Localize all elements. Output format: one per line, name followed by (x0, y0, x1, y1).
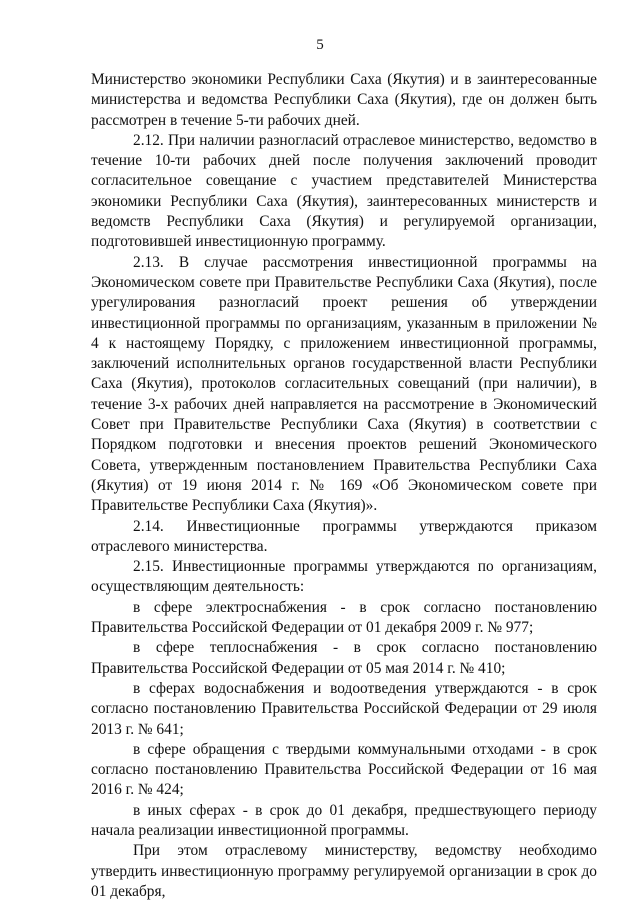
paragraph-continuation: Министерство экономики Республики Саха (Якутия) и в заинтересованные министерства и ведомства Республики Саха (Якутия), где он должен быть рассмотрен в течение 5-ти рабочих дней. (91, 71, 597, 129)
paragraph-2-15: 2.15. Инвестиционные программы утверждаются по организациям, осуществляющим деятельность: (91, 558, 597, 596)
paragraph-2-14: 2.14. Инвестиционные программы утверждаются приказом отраслевого министерства. (91, 517, 597, 555)
page-number: 5 (316, 37, 324, 53)
document-body (91, 70, 597, 902)
paragraph-other: в иных сферах - в срок до 01 декабря, предшествующего периоду начала реализации инвестиционной программы. (91, 801, 597, 839)
paragraph-waste: в сфере обращения с твердыми коммунальными отходами - в срок согласно постановлению Правительства Российской Федерации от 16 мая 2016 г. № 424; (91, 740, 597, 799)
paragraph-water: в сферах водоснабжения и водоотведения утверждаются - в срок согласно постановлению Правительства Российской Федерации от 29 июля 2013 г. № 641; (91, 679, 597, 738)
paragraph-2-12: 2.12. При наличии разногласий отраслевое министерство, ведомство в течение 10-ти рабочих дней после получения заключений проводит согласительное совещание с участием представителей Министерства экономики Республики Саха (Якутия), заинтересованных министерств и ведомств Республики Саха (Якутия) и регулируемой организации, подготовившей инвестиционную программу. (91, 131, 597, 251)
paragraph-2-13: 2.13. В случае рассмотрения инвестиционной программы на Экономическом совете при Правительстве Республики Саха (Якутия), после урегулирования разногласий проект решения об утверждении инвестиционной программы по организациям, указанным в приложении № 4 к настоящему Порядку, с приложением инвестиционной программы, заключений исполнительных органов государственной власти Республики Саха (Якутия), протоколов согласительных совещаний (при наличии), в течение 3-х рабочих дней направляется на рассмотрение в Экономический Совет при Правительстве Республики Саха (Якутия) в соответствии с Порядком подготовки и внесения проектов решений Экономического Совета, утвержденным постановлением Правительства Республики Саха (Якутия) от 19 июня 2014 г. № 169 «Об Экономическом совете при Правительстве Республики Саха (Якутия)». (91, 253, 597, 515)
paragraph-electricity: в сфере электроснабжения - в срок согласно постановлению Правительства Российской Федерации от 01 декабря 2009 г. № 977; (91, 598, 597, 637)
paragraph-heat: в сфере теплоснабжения - в срок согласно постановлению Правительства Российской Федерации от 05 мая 2014 г. № 410; (91, 639, 597, 677)
paragraph-deadline: При этом отраслевому министерству, ведомству необходимо утвердить инвестиционную программу регулируемой организации в срок до 01 декабря, (91, 842, 597, 900)
